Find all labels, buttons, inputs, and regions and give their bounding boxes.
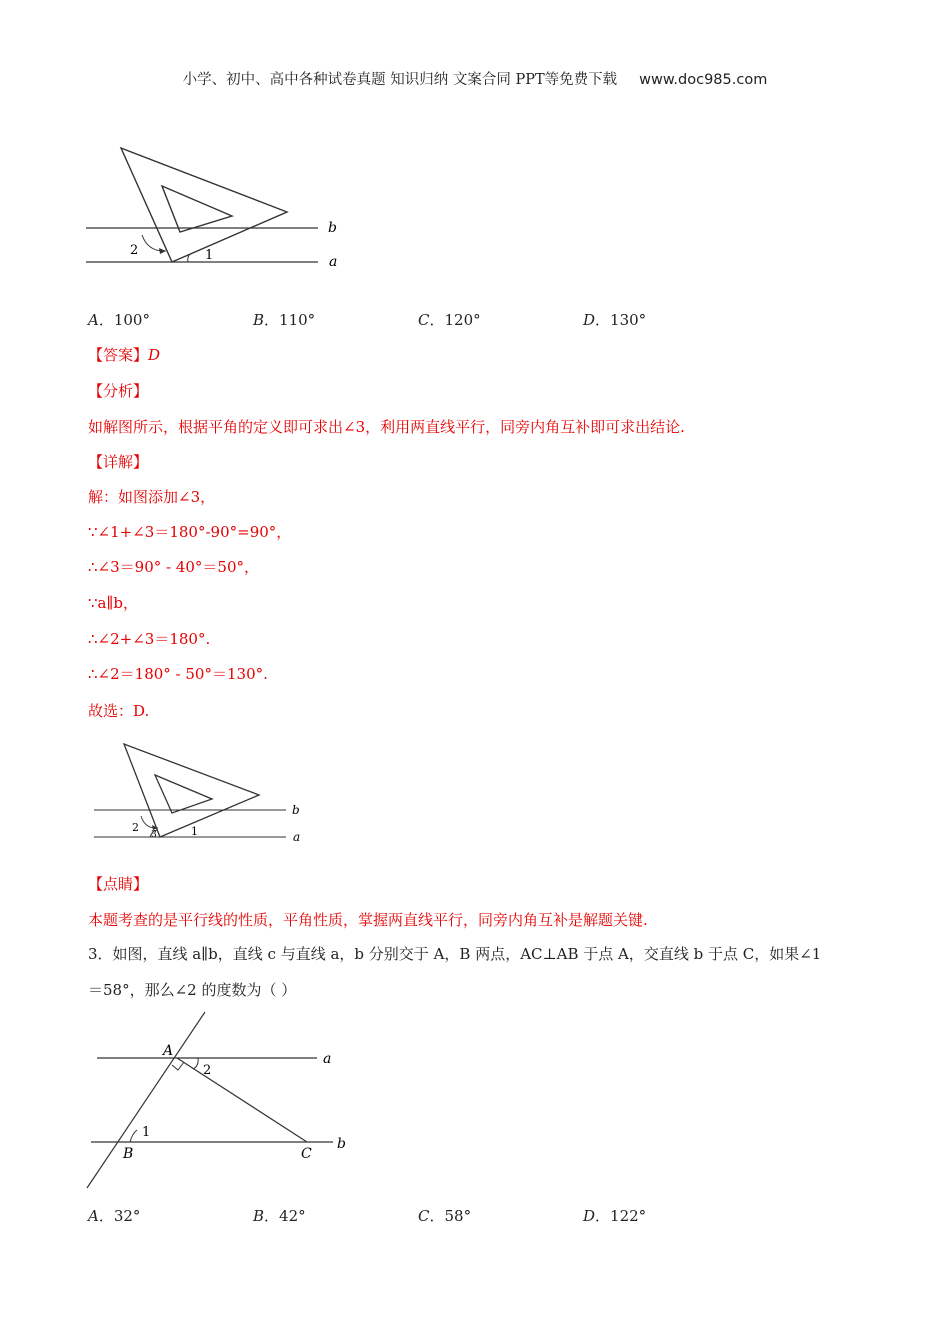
answer-line: [88, 345, 160, 365]
fig1-label-b: b: [328, 220, 337, 236]
detail-line-6: ∴∠2＝180° - 50°＝130°.: [88, 665, 268, 683]
detail-line-7: 故选：D.: [88, 702, 150, 720]
header-text: 小学、初中、高中各种试卷真题 知识归纳 文案合同 PPT等免费下载: [182, 72, 618, 88]
q3-option-d: D．122°: [583, 1207, 647, 1225]
fig2-label-b: b: [292, 803, 300, 817]
detail-tag: 【详解】: [88, 453, 149, 471]
fig2-label-a: a: [293, 830, 301, 844]
detail-line-4: ∵a∥b，: [88, 594, 139, 612]
answer-tag: 【答案】: [88, 346, 149, 364]
q2-option-a: A．100°: [88, 311, 150, 329]
fig3-label-2: 2: [203, 1063, 212, 1078]
q3-line-1: 3．如图，直线 a∥b，直线 c 与直线 a，b 分别交于 A，B 两点，AC⊥AB 于点 A，交直线 b 于点 C，如果∠1: [88, 945, 822, 963]
q2-option-c: C．120°: [418, 311, 481, 329]
q3-option-a: A．32°: [88, 1207, 141, 1225]
q2-option-b: B．110°: [253, 311, 316, 329]
q2-option-d: D．130°: [583, 311, 647, 329]
q3-option-c: C．58°: [418, 1207, 472, 1225]
q3-option-b: B．42°: [253, 1207, 306, 1225]
fig3-label-A: A: [163, 1043, 174, 1059]
fig3-label-a: a: [323, 1051, 332, 1067]
figure-triangle-ruler-2: [88, 738, 318, 848]
fig1-label-1: 1: [205, 248, 214, 263]
figure-triangle-ruler-1: [80, 140, 350, 275]
fig2-label-1: 1: [191, 825, 198, 838]
fig2-label-3: 3: [151, 830, 157, 840]
analysis-text: 如解图所示，根据平角的定义即可求出∠3，利用两直线平行，同旁内角互补即可求出结论.: [88, 418, 685, 436]
answer-value: D: [148, 346, 161, 364]
fig3-label-C: C: [301, 1146, 312, 1162]
detail-line-5: ∴∠2+∠3＝180°.: [88, 630, 211, 648]
fig1-label-a: a: [329, 254, 338, 270]
q3-line-2: ＝58°，那么∠2 的度数为（ ）: [88, 981, 297, 999]
fig3-label-1: 1: [142, 1125, 151, 1140]
detail-line-2: ∵∠1+∠3＝180°-90°=90°，: [88, 523, 292, 541]
analysis-tag: 【分析】: [88, 382, 149, 400]
fig1-label-2: 2: [130, 243, 139, 258]
fig2-label-2: 2: [132, 821, 139, 834]
detail-line-3: ∴∠3＝90° - 40°＝50°，: [88, 558, 260, 576]
comment-tag: 【点睛】: [88, 875, 149, 893]
comment-text: 本题考查的是平行线的性质，平角性质，掌握两直线平行，同旁内角互补是解题关键.: [88, 911, 648, 929]
page-header: [0, 68, 950, 89]
header-site: www.doc985.com: [639, 72, 768, 88]
detail-line-1: 解：如图添加∠3，: [88, 488, 216, 506]
figure-parallel-lines: [85, 1008, 355, 1190]
fig3-label-B: B: [123, 1146, 134, 1162]
fig3-label-b: b: [337, 1136, 346, 1152]
